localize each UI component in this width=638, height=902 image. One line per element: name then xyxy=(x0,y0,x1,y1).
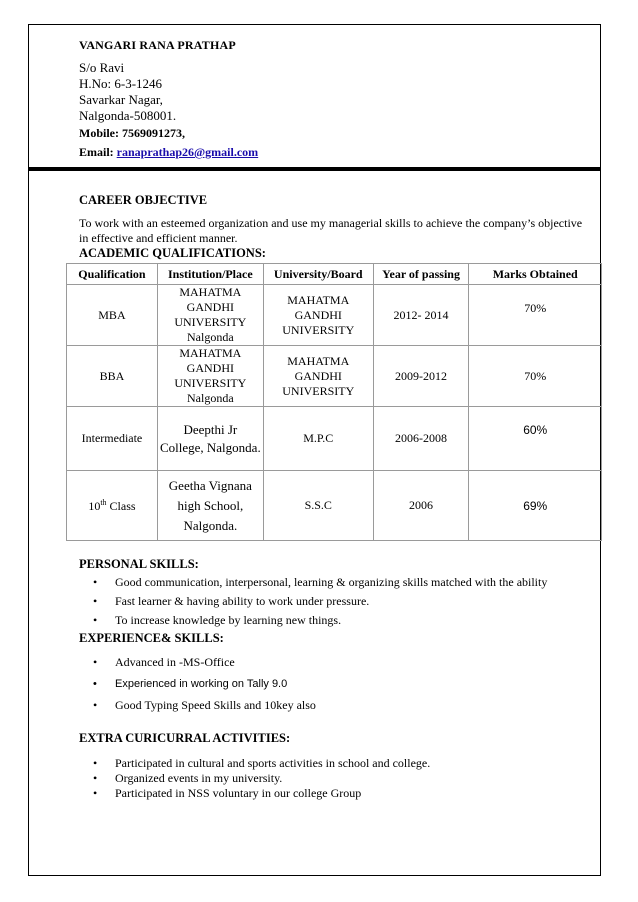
institution-line: Deepthi Jr xyxy=(183,421,238,437)
candidate-name: VANGARI RANA PRATHAP xyxy=(79,38,236,52)
marks-cell: 70% xyxy=(469,346,602,407)
university-cell xyxy=(263,285,373,346)
list-item: • Good Typing Speed Skills and 10key also xyxy=(93,698,316,712)
institution-line: Nalgonda xyxy=(187,330,234,344)
email-label: Email: xyxy=(79,145,114,159)
qualification-cell: Intermediate xyxy=(67,407,158,471)
institution-line: Nalgonda. xyxy=(183,517,238,533)
year-cell: 2006-2008 xyxy=(373,407,469,471)
list-item: • Participated in cultural and sports activities in school and college. xyxy=(93,756,431,770)
bullet-icon: • xyxy=(93,575,98,589)
bullet-icon: • xyxy=(93,786,98,800)
qualification-rest: Class xyxy=(106,498,136,513)
personal-skills-list xyxy=(93,575,547,628)
extra-activities-heading: EXTRA CURICURRAL ACTIVITIES: xyxy=(79,731,291,745)
experience-skills-list xyxy=(93,655,316,713)
qualification-superscript: th xyxy=(100,497,107,507)
qualification-cell: MBA xyxy=(67,285,158,346)
table-row xyxy=(67,285,602,346)
institution-line: GANDHI xyxy=(186,300,234,314)
university-line: UNIVERSITY xyxy=(282,322,355,337)
email-row xyxy=(79,145,258,160)
email-link[interactable]: ranaprathap26@gmail.com xyxy=(116,145,259,159)
address-line-2: H.No: 6-3-1246 xyxy=(79,76,163,91)
academic-heading: ACADEMIC QUALIFICATIONS: xyxy=(79,246,266,260)
university-line: GANDHI xyxy=(294,307,342,322)
bullet-icon: • xyxy=(93,756,98,770)
column-header: Institution/Place xyxy=(157,264,263,285)
experience-skills-heading: EXPERIENCE& SKILLS: xyxy=(79,631,224,645)
header-divider xyxy=(28,167,601,171)
institution-cell xyxy=(157,407,263,471)
list-item: • To increase knowledge by learning new things. xyxy=(93,613,342,627)
institution-line: UNIVERSITY xyxy=(174,376,247,390)
column-header: Qualification xyxy=(67,264,158,285)
university-line: GANDHI xyxy=(294,368,342,383)
qualification-cell xyxy=(67,471,158,541)
mobile-value: : 7569091273, xyxy=(115,126,185,140)
academic-table xyxy=(66,263,602,541)
institution-line: MAHATMA xyxy=(179,346,242,360)
column-header: Marks Obtained xyxy=(469,264,602,285)
marks-cell: 60% xyxy=(469,407,602,471)
career-objective-line-2: in effective and efficient manner. xyxy=(79,231,238,245)
institution-line: Nalgonda xyxy=(187,391,234,405)
list-item: • Advanced in -MS-Office xyxy=(93,655,235,669)
marks-cell: 70% xyxy=(469,285,602,346)
mobile-label: Mobile xyxy=(79,126,115,140)
bullet-icon: • xyxy=(93,655,98,669)
university-cell: S.S.C xyxy=(263,471,373,541)
list-item: • Participated in NSS voluntary in our college Group xyxy=(93,786,362,800)
table-row xyxy=(67,471,602,541)
table-row xyxy=(67,346,602,407)
year-cell: 2006 xyxy=(373,471,469,541)
career-objective-line-1: To work with an esteemed organization and use my managerial skills to achieve the company’s objective xyxy=(79,216,583,230)
qualification-base: 10 xyxy=(88,498,101,513)
bullet-icon: • xyxy=(93,771,98,785)
address-line-3: Savarkar Nagar, xyxy=(79,92,163,107)
list-item: • Good communication, interpersonal, learning & organizing skills matched with the ability xyxy=(93,575,548,589)
table-header-row xyxy=(67,264,602,285)
bullet-icon: • xyxy=(93,613,98,627)
list-item: • Experienced in working on Tally 9.0 xyxy=(93,678,288,690)
career-objective-heading: CAREER OBJECTIVE xyxy=(79,193,208,207)
institution-line: high School, xyxy=(177,497,244,513)
column-header: University/Board xyxy=(263,264,373,285)
institution-line: Geetha Vignana xyxy=(168,477,252,493)
university-cell: M.P.C xyxy=(263,407,373,471)
institution-line: GANDHI xyxy=(186,361,234,375)
marks-cell: 69% xyxy=(469,471,602,541)
table-row xyxy=(67,407,602,471)
university-line: MAHATMA xyxy=(287,353,350,368)
qualification-cell: BBA xyxy=(67,346,158,407)
institution-cell xyxy=(157,346,263,407)
year-cell: 2012- 2014 xyxy=(373,285,469,346)
university-line: UNIVERSITY xyxy=(282,383,355,398)
university-cell xyxy=(263,346,373,407)
column-header: Year of passing xyxy=(373,264,469,285)
institution-cell xyxy=(157,285,263,346)
list-item: • Organized events in my university. xyxy=(93,771,283,785)
personal-skills-heading: PERSONAL SKILLS: xyxy=(79,557,199,571)
institution-cell xyxy=(157,471,263,541)
institution-line: UNIVERSITY xyxy=(174,315,247,329)
university-line: MAHATMA xyxy=(287,292,350,307)
year-cell: 2009-2012 xyxy=(373,346,469,407)
bullet-icon: • xyxy=(93,594,98,608)
extra-activities-list xyxy=(93,756,430,801)
address-line-1: S/o Ravi xyxy=(79,60,125,75)
mobile-row xyxy=(79,126,185,141)
bullet-icon: • xyxy=(93,698,98,712)
institution-line: College, Nalgonda. xyxy=(159,439,261,455)
bullet-icon: • xyxy=(93,678,97,690)
list-item: • Fast learner & having ability to work under pressure. xyxy=(93,594,370,608)
address-line-4: Nalgonda-508001. xyxy=(79,108,177,123)
institution-line: MAHATMA xyxy=(179,285,242,299)
